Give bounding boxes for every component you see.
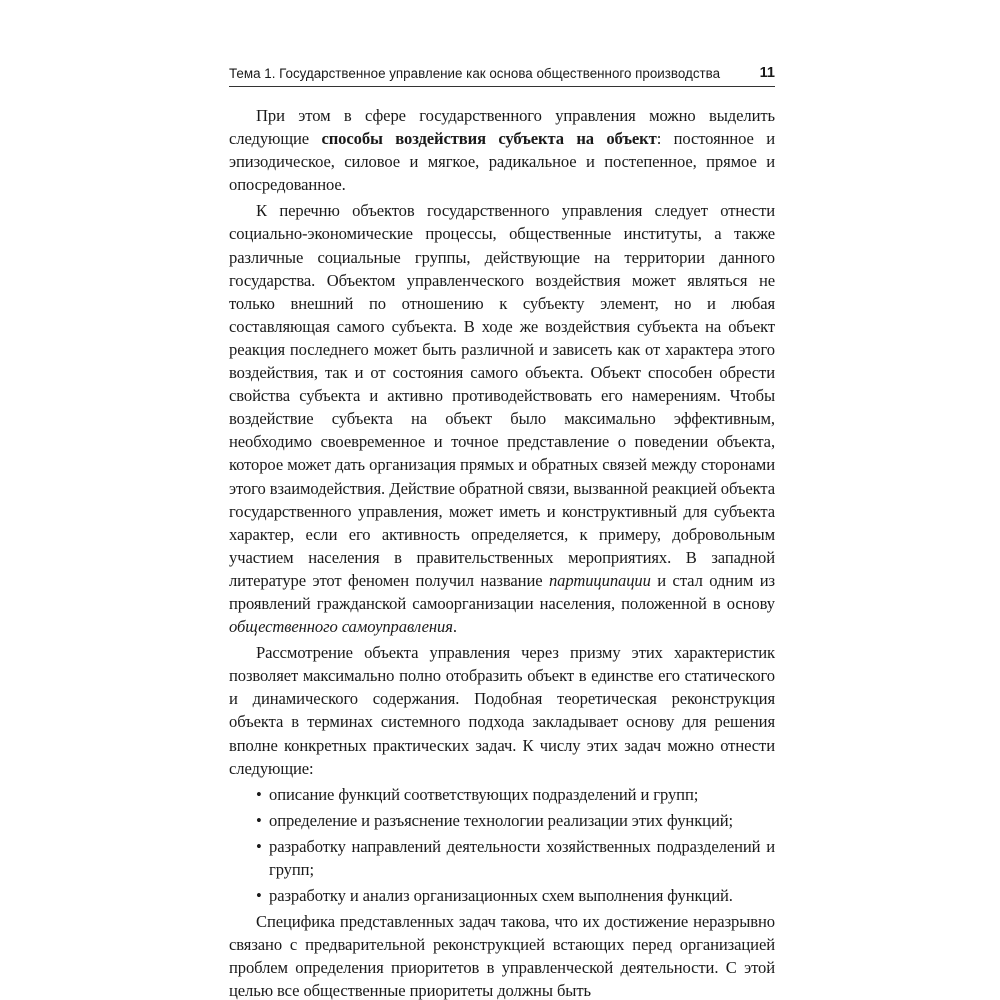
term-public-self-government: общественного самоуправления xyxy=(229,617,453,637)
list-item xyxy=(229,809,775,832)
list-item-text: разработку и анализ организационных схем выполнения функций. xyxy=(269,886,733,906)
bullet-icon: • xyxy=(256,810,262,830)
paragraph-2-text-middle: и стал одним из проявлений гражданской самоорганизации населения, положенной в основу xyxy=(229,570,775,613)
bullet-icon: • xyxy=(256,784,262,804)
list-item-text: разработку направлений деятельности хозяйственных подразделений и групп; xyxy=(269,836,775,879)
paragraph-2-text-end: . xyxy=(452,617,457,637)
list-item xyxy=(229,783,775,806)
list-item-text: определение и разъяснение технологии реализации этих функций; xyxy=(269,810,734,830)
running-header xyxy=(229,62,775,87)
paragraph-2-text-start: К перечню объектов государственного управления следует отнести социально-экономические процессы, общественные институты, а также различные социальные группы, действующие на территории данного государства. Объектом управленческого воздействия может являться не только внешний по отношению к субъекту элемент, но и любая составляющая самого субъекта. В ходе же воздействия субъекта на объект реакция последнего может быть различной и зависеть как от характера этого воздействия, так и от состояния самого объекта. Объект способен обрести свойства субъекта и активно противодействовать его намерениям. Чтобы воздействие субъекта на объект было максимально эффективным, необходимо своевременное и точное представление о поведении объекта, которое может дать организация прямых и обратных связей между сторонами этого взаимодействия. Действие обратной связи, вызванной реакцией объекта государственного управления, может иметь и конструктивный для субъекта характер, если его активность определяется, к примеру, добровольным участием населения в правительственных мероприятиях. В западной литературе этот феномен получил название xyxy=(229,201,775,590)
paragraph-3: Рассмотрение объекта управления через призму этих характеристик позволяет максимально полно отобразить объект в единстве его статического и динамического содержания. Подобная теоретическая реконструкция объекта в терминах системного подхода закладывает основу для решения вполне конкретных практических задач. К числу этих задач можно отнести следующие: xyxy=(229,643,775,778)
term-participation: партиципации xyxy=(548,570,651,590)
paragraph-1 xyxy=(229,104,775,196)
paragraph-4: Специфика представленных задач такова, что их достижение неразрывно связано с предварительной реконструкцией встающих перед организацией проблем определения приоритетов в управленческой деятельности. С этой целью все общественные приоритеты должны быть xyxy=(229,912,775,1000)
list-item xyxy=(229,835,775,881)
bullet-icon: • xyxy=(256,886,262,906)
paragraph-2 xyxy=(229,199,775,638)
chapter-title: Тема 1. Государственное управление как основа общественного производства xyxy=(229,66,721,81)
bullet-icon: • xyxy=(256,836,262,856)
paragraph-1-text-start: При этом в сфере государственного управления можно выделить следующие xyxy=(229,106,775,149)
page-number: 11 xyxy=(759,65,775,81)
task-list xyxy=(229,783,775,907)
list-item xyxy=(229,884,775,907)
emphasis-impact-methods: способы воздействия субъекта на объект xyxy=(321,129,657,149)
list-item-text: описание функций соответствующих подразделений и групп; xyxy=(269,784,699,804)
body-text xyxy=(229,104,775,1000)
paragraph-1-text-end: : постоянное и эпизодическое, силовое и мягкое, радикальное и постепенное, прямое и опосредованное. xyxy=(229,129,775,195)
